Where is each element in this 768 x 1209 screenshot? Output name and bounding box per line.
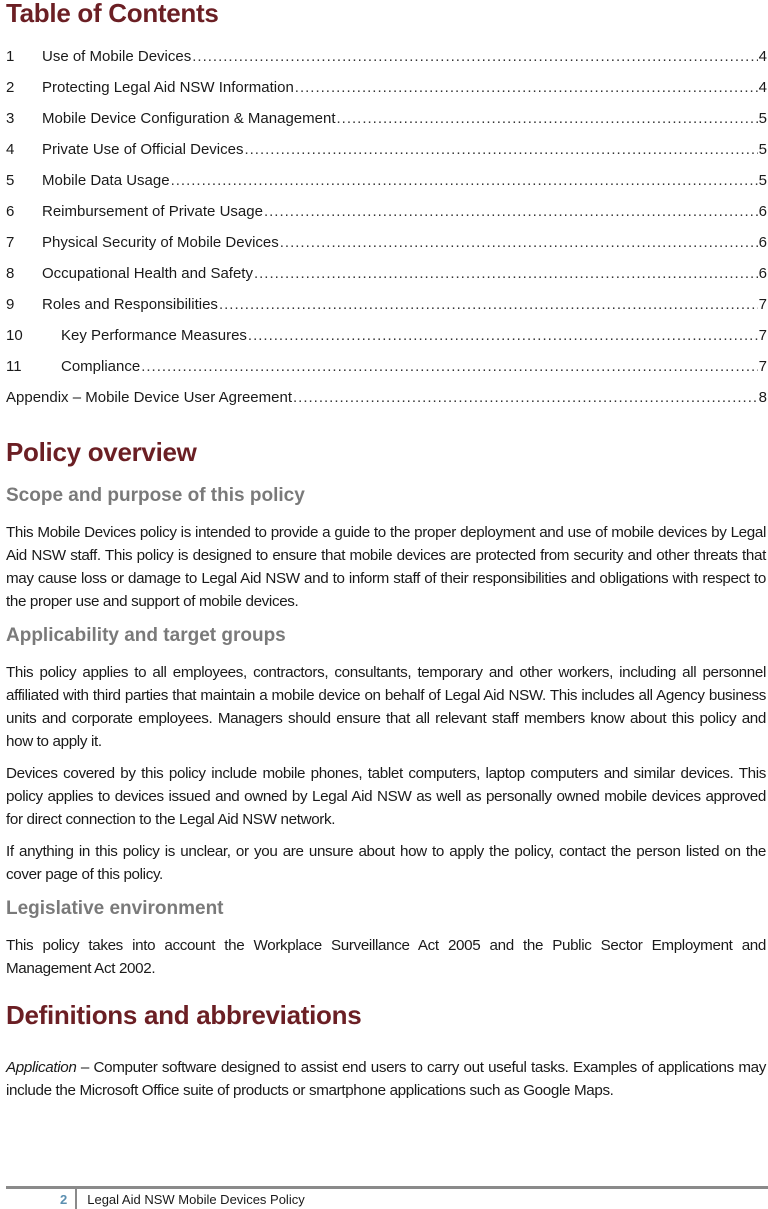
policy-overview-heading: Policy overview (6, 437, 197, 467)
toc-entry[interactable] (6, 203, 767, 234)
toc-entry-page: 5 (758, 172, 767, 189)
toc-dot-leader (280, 234, 758, 251)
toc-entry-page: 5 (758, 141, 767, 158)
definition-application (6, 1056, 766, 1102)
toc-dot-leader (171, 172, 758, 189)
toc-dot-leader (219, 296, 758, 313)
toc-entry-title[interactable]: Mobile Data Usage (42, 172, 170, 189)
toc-dot-leader (295, 79, 758, 96)
applicability-heading: Applicability and target groups (6, 625, 286, 646)
footer-separator (75, 1189, 77, 1209)
toc-entry-number: 8 (6, 265, 15, 282)
toc-entry[interactable] (6, 79, 767, 110)
toc-entry[interactable] (6, 48, 767, 79)
page-footer (60, 1189, 305, 1209)
scope-heading: Scope and purpose of this policy (6, 485, 305, 506)
toc-entry[interactable] (6, 327, 767, 358)
toc-entry-number: 4 (6, 141, 15, 158)
toc-entry-number: 7 (6, 234, 15, 251)
toc-entry-number: 5 (6, 172, 15, 189)
toc-entry-number: 10 (6, 327, 23, 344)
toc-entry-title[interactable]: Physical Security of Mobile Devices (42, 234, 279, 251)
toc-title: Table of Contents (6, 0, 219, 28)
toc-dot-leader (254, 265, 758, 282)
definition-text: – Computer software designed to assist end users to carry out useful tasks. Examples of applications may include the Microsoft Office suite of products or smartphone applications such as Google Maps. (6, 1059, 766, 1099)
toc-entry[interactable] (6, 389, 767, 420)
toc-entry-title[interactable]: Protecting Legal Aid NSW Information (42, 79, 294, 96)
toc-entry-title[interactable]: Roles and Responsibilities (42, 296, 218, 313)
toc-entry-title[interactable]: Key Performance Measures (61, 327, 247, 344)
toc-entry-title[interactable]: Appendix – Mobile Device User Agreement (6, 389, 292, 406)
definitions-heading: Definitions and abbreviations (6, 1000, 362, 1030)
toc-entry-number: 6 (6, 203, 15, 220)
toc-entry-page: 7 (758, 358, 767, 375)
scope-paragraph: This Mobile Devices policy is intended to provide a guide to the proper deployment and use of mobile devices by Legal Aid NSW staff. This policy is designed to ensure that mobile devices are protected from security and other threats that may cause loss or damage to Legal Aid NSW and to inform staff of their responsibilities and obligations with respect to the proper use and support of mobile devices. (6, 524, 766, 610)
toc-entry-number: 2 (6, 79, 15, 96)
toc-entry-number: 1 (6, 48, 15, 65)
footer-doc-title: Legal Aid NSW Mobile Devices Policy (87, 1191, 305, 1207)
toc-dot-leader (141, 358, 757, 375)
page-number: 2 (60, 1191, 68, 1207)
toc-entry-page: 6 (758, 265, 767, 282)
toc-dot-leader (264, 203, 758, 220)
toc-entry-title[interactable]: Use of Mobile Devices (42, 48, 192, 65)
applicability-paragraph-3: If anything in this policy is unclear, or you are unsure about how to apply the policy, contact the person listed on the cover page of this policy. (6, 843, 766, 883)
legislative-paragraph: This policy takes into account the Workplace Surveillance Act 2005 and the Public Sector Employment and Management Act 2002. (6, 937, 766, 977)
toc-entry[interactable] (6, 358, 767, 389)
toc-entry[interactable] (6, 296, 767, 327)
toc-entry-page: 5 (758, 110, 767, 127)
toc-entry-number: 9 (6, 296, 15, 313)
toc-dot-leader (244, 141, 757, 158)
toc-entry[interactable] (6, 234, 767, 265)
toc-entry-page: 6 (758, 203, 767, 220)
toc-dot-leader (192, 48, 757, 65)
toc-entry-page: 4 (758, 48, 767, 65)
toc-entry-title[interactable]: Compliance (61, 358, 141, 375)
definition-term: Application (6, 1059, 77, 1076)
toc-dot-leader (248, 327, 758, 344)
table-of-contents (6, 48, 767, 420)
toc-entry-title[interactable]: Mobile Device Configuration & Management (42, 110, 336, 127)
toc-entry-page: 6 (758, 234, 767, 251)
toc-entry-page: 8 (758, 389, 767, 406)
toc-dot-leader (337, 110, 758, 127)
toc-entry[interactable] (6, 110, 767, 141)
toc-entry-title[interactable]: Reimbursement of Private Usage (42, 203, 263, 220)
toc-dot-leader (293, 389, 758, 406)
toc-entry[interactable] (6, 172, 767, 203)
toc-entry-number: 11 (6, 358, 22, 375)
applicability-paragraph-2: Devices covered by this policy include mobile phones, tablet computers, laptop computers and similar devices. This policy applies to devices issued and owned by Legal Aid NSW as well as personally owned mobile devices approved for direct connection to the Legal Aid NSW network. (6, 765, 766, 828)
toc-entry-title[interactable]: Occupational Health and Safety (42, 265, 253, 282)
legislative-heading: Legislative environment (6, 898, 224, 919)
toc-entry-number: 3 (6, 110, 15, 127)
toc-entry[interactable] (6, 141, 767, 172)
toc-entry-page: 4 (758, 79, 767, 96)
toc-entry-title[interactable]: Private Use of Official Devices (42, 141, 244, 158)
toc-entry-page: 7 (758, 296, 767, 313)
toc-entry-page: 7 (758, 327, 767, 344)
toc-entry[interactable] (6, 265, 767, 296)
applicability-paragraph-1: This policy applies to all employees, contractors, consultants, temporary and other workers, including all personnel affiliated with third parties that maintain a mobile device on behalf of Legal Aid NSW. This includes all Agency business units and corporate employees. Managers should ensure that all relevant staff members know about this policy and how to apply it. (6, 664, 766, 750)
